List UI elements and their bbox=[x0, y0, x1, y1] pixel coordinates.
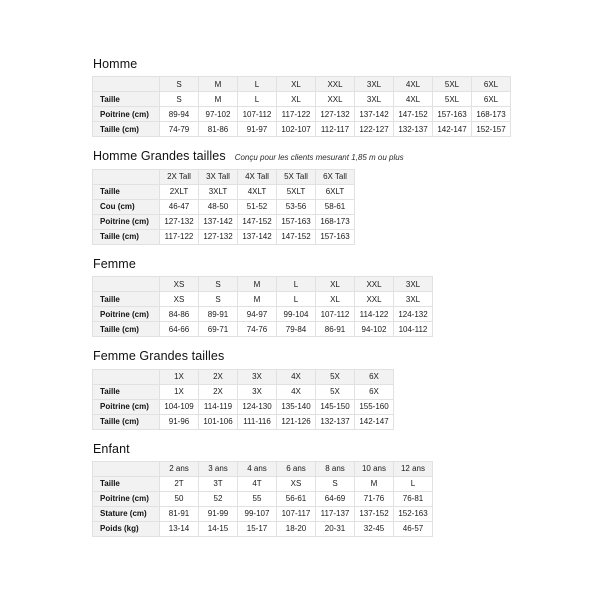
row-label-cell: Taille (cm) bbox=[93, 229, 160, 244]
section-header bbox=[93, 149, 600, 163]
column-header-cell: 2X Tall bbox=[160, 169, 199, 184]
size-value-cell: 132-137 bbox=[316, 414, 355, 429]
table-row bbox=[93, 414, 394, 429]
size-value-cell: L bbox=[394, 476, 433, 491]
size-value-cell: 89-94 bbox=[160, 107, 199, 122]
corner-cell bbox=[93, 369, 160, 384]
size-table-femme bbox=[92, 276, 433, 337]
table-row bbox=[93, 214, 355, 229]
size-value-cell: 32-45 bbox=[355, 521, 394, 536]
corner-cell bbox=[93, 77, 160, 92]
column-header-cell: 8 ans bbox=[316, 461, 355, 476]
size-value-cell: 84-86 bbox=[160, 307, 199, 322]
size-value-cell: 168-173 bbox=[316, 214, 355, 229]
column-header-cell: 4 ans bbox=[238, 461, 277, 476]
size-value-cell: XL bbox=[277, 92, 316, 107]
size-value-cell: 91-97 bbox=[238, 122, 277, 137]
size-value-cell: 117-137 bbox=[316, 506, 355, 521]
size-value-cell: 147-152 bbox=[277, 229, 316, 244]
size-value-cell: 145-150 bbox=[316, 399, 355, 414]
column-header-cell: 3XL bbox=[355, 77, 394, 92]
size-value-cell: 81-86 bbox=[199, 122, 238, 137]
row-label-cell: Poids (kg) bbox=[93, 521, 160, 536]
size-value-cell: 117-122 bbox=[160, 229, 199, 244]
size-value-cell: 4XLT bbox=[238, 184, 277, 199]
size-value-cell: 4T bbox=[238, 476, 277, 491]
size-value-cell: M bbox=[355, 476, 394, 491]
size-value-cell: 53-56 bbox=[277, 199, 316, 214]
table-row bbox=[93, 506, 433, 521]
section-header bbox=[93, 257, 600, 271]
size-value-cell: 104-112 bbox=[394, 322, 433, 337]
size-value-cell: 101-106 bbox=[199, 414, 238, 429]
row-label-cell: Taille bbox=[93, 92, 160, 107]
section-subtitle: Conçu pour les clients mesurant 1,85 m ou plus bbox=[234, 153, 404, 163]
corner-cell bbox=[93, 461, 160, 476]
column-header-cell: M bbox=[238, 277, 277, 292]
column-header-cell: 3 ans bbox=[199, 461, 238, 476]
size-value-cell: 3T bbox=[199, 476, 238, 491]
size-value-cell: 114-119 bbox=[199, 399, 238, 414]
size-value-cell: 99-107 bbox=[238, 506, 277, 521]
size-value-cell: 64-66 bbox=[160, 322, 199, 337]
size-value-cell: 14-15 bbox=[199, 521, 238, 536]
column-header-cell: XXL bbox=[316, 77, 355, 92]
size-value-cell: 91-99 bbox=[199, 506, 238, 521]
column-header-cell: 4XL bbox=[394, 77, 433, 92]
size-section-enfant bbox=[92, 442, 600, 537]
header-row bbox=[93, 461, 433, 476]
table-row bbox=[93, 307, 433, 322]
size-value-cell: 112-117 bbox=[316, 122, 355, 137]
size-value-cell: 137-142 bbox=[355, 107, 394, 122]
size-value-cell: 102-107 bbox=[277, 122, 316, 137]
size-value-cell: 3X bbox=[238, 384, 277, 399]
row-label-cell: Poitrine (cm) bbox=[93, 107, 160, 122]
size-value-cell: 2T bbox=[160, 476, 199, 491]
size-value-cell: 147-152 bbox=[394, 107, 433, 122]
table-row bbox=[93, 399, 394, 414]
row-label-cell: Taille (cm) bbox=[93, 322, 160, 337]
size-value-cell: 127-132 bbox=[160, 214, 199, 229]
size-value-cell: 4XL bbox=[394, 92, 433, 107]
size-value-cell: 5XLT bbox=[277, 184, 316, 199]
column-header-cell: 5XL bbox=[433, 77, 472, 92]
size-value-cell: XXL bbox=[355, 292, 394, 307]
column-header-cell: XXL bbox=[355, 277, 394, 292]
size-value-cell: S bbox=[316, 476, 355, 491]
size-value-cell: 152-163 bbox=[394, 506, 433, 521]
header-row bbox=[93, 277, 433, 292]
row-label-cell: Cou (cm) bbox=[93, 199, 160, 214]
size-value-cell: M bbox=[238, 292, 277, 307]
column-header-cell: 3X Tall bbox=[199, 169, 238, 184]
column-header-cell: 10 ans bbox=[355, 461, 394, 476]
size-value-cell: 94-102 bbox=[355, 322, 394, 337]
column-header-cell: S bbox=[199, 277, 238, 292]
size-value-cell: 152-157 bbox=[472, 122, 511, 137]
size-value-cell: 157-163 bbox=[433, 107, 472, 122]
size-value-cell: 157-163 bbox=[316, 229, 355, 244]
row-label-cell: Poitrine (cm) bbox=[93, 307, 160, 322]
size-value-cell: 124-130 bbox=[238, 399, 277, 414]
size-value-cell: 46-57 bbox=[394, 521, 433, 536]
size-section-femme bbox=[92, 257, 600, 337]
table-row bbox=[93, 292, 433, 307]
size-value-cell: 137-152 bbox=[355, 506, 394, 521]
column-header-cell: 4X bbox=[277, 369, 316, 384]
size-value-cell: 97-102 bbox=[199, 107, 238, 122]
size-section-homme-grandes-tailles bbox=[92, 149, 600, 244]
size-value-cell: 135-140 bbox=[277, 399, 316, 414]
table-row bbox=[93, 476, 433, 491]
header-row bbox=[93, 369, 394, 384]
table-row bbox=[93, 384, 394, 399]
size-value-cell: 168-173 bbox=[472, 107, 511, 122]
table-row bbox=[93, 184, 355, 199]
column-header-cell: 3XL bbox=[394, 277, 433, 292]
size-value-cell: 107-117 bbox=[277, 506, 316, 521]
size-value-cell: 74-76 bbox=[238, 322, 277, 337]
column-header-cell: 3X bbox=[238, 369, 277, 384]
section-title-femme: Femme bbox=[93, 256, 136, 271]
size-value-cell: 111-116 bbox=[238, 414, 277, 429]
size-value-cell: 15-17 bbox=[238, 521, 277, 536]
table-row bbox=[93, 199, 355, 214]
column-header-cell: 6XL bbox=[472, 77, 511, 92]
table-row bbox=[93, 92, 511, 107]
size-value-cell: 58-61 bbox=[316, 199, 355, 214]
size-value-cell: 104-109 bbox=[160, 399, 199, 414]
size-value-cell: 48-50 bbox=[199, 199, 238, 214]
row-label-cell: Taille (cm) bbox=[93, 122, 160, 137]
size-value-cell: 89-91 bbox=[199, 307, 238, 322]
column-header-cell: 2X bbox=[199, 369, 238, 384]
column-header-cell: L bbox=[238, 77, 277, 92]
size-value-cell: 20-31 bbox=[316, 521, 355, 536]
table-row bbox=[93, 229, 355, 244]
column-header-cell: 5X Tall bbox=[277, 169, 316, 184]
size-value-cell: XS bbox=[277, 476, 316, 491]
column-header-cell: 6X Tall bbox=[316, 169, 355, 184]
size-value-cell: XL bbox=[316, 292, 355, 307]
size-value-cell: 114-122 bbox=[355, 307, 394, 322]
column-header-cell: 2 ans bbox=[160, 461, 199, 476]
size-value-cell: S bbox=[160, 92, 199, 107]
row-label-cell: Taille bbox=[93, 384, 160, 399]
row-label-cell: Stature (cm) bbox=[93, 506, 160, 521]
size-value-cell: 94-97 bbox=[238, 307, 277, 322]
size-value-cell: 4X bbox=[277, 384, 316, 399]
size-value-cell: XS bbox=[160, 292, 199, 307]
size-value-cell: 71-76 bbox=[355, 491, 394, 506]
column-header-cell: 1X bbox=[160, 369, 199, 384]
size-value-cell: 18-20 bbox=[277, 521, 316, 536]
size-value-cell: 50 bbox=[160, 491, 199, 506]
size-section-homme bbox=[92, 57, 600, 137]
size-value-cell: 74-79 bbox=[160, 122, 199, 137]
size-value-cell: 6XL bbox=[472, 92, 511, 107]
size-value-cell: 56-61 bbox=[277, 491, 316, 506]
row-label-cell: Taille bbox=[93, 184, 160, 199]
size-value-cell: XXL bbox=[316, 92, 355, 107]
size-value-cell: 137-142 bbox=[238, 229, 277, 244]
size-value-cell: 5X bbox=[316, 384, 355, 399]
size-value-cell: 132-137 bbox=[394, 122, 433, 137]
size-value-cell: 5XL bbox=[433, 92, 472, 107]
corner-cell bbox=[93, 169, 160, 184]
row-label-cell: Taille bbox=[93, 476, 160, 491]
section-title-enfant: Enfant bbox=[93, 441, 130, 456]
column-header-cell: XS bbox=[160, 277, 199, 292]
section-title-homme: Homme bbox=[93, 57, 138, 71]
size-value-cell: 13-14 bbox=[160, 521, 199, 536]
table-row bbox=[93, 521, 433, 536]
size-value-cell: 155-160 bbox=[355, 399, 394, 414]
column-header-cell: XL bbox=[316, 277, 355, 292]
size-value-cell: 142-147 bbox=[433, 122, 472, 137]
column-header-cell: L bbox=[277, 277, 316, 292]
size-value-cell: 157-163 bbox=[277, 214, 316, 229]
column-header-cell: 12 ans bbox=[394, 461, 433, 476]
size-value-cell: 121-126 bbox=[277, 414, 316, 429]
size-value-cell: M bbox=[199, 92, 238, 107]
size-table-enfant bbox=[92, 461, 433, 537]
size-value-cell: S bbox=[199, 292, 238, 307]
size-value-cell: 3XL bbox=[355, 92, 394, 107]
row-label-cell: Poitrine (cm) bbox=[93, 491, 160, 506]
size-value-cell: L bbox=[277, 292, 316, 307]
size-value-cell: 6XLT bbox=[316, 184, 355, 199]
size-value-cell: 69-71 bbox=[199, 322, 238, 337]
size-value-cell: 117-122 bbox=[277, 107, 316, 122]
size-value-cell: 124-132 bbox=[394, 307, 433, 322]
row-label-cell: Poitrine (cm) bbox=[93, 399, 160, 414]
size-table-homme-grandes-tailles bbox=[92, 169, 355, 245]
table-row bbox=[93, 491, 433, 506]
section-title-homme-grandes-tailles: Homme Grandes tailles bbox=[93, 149, 226, 164]
size-value-cell: 76-81 bbox=[394, 491, 433, 506]
size-table-homme bbox=[92, 76, 511, 137]
size-value-cell: 127-132 bbox=[199, 229, 238, 244]
table-row bbox=[93, 107, 511, 122]
size-value-cell: 86-91 bbox=[316, 322, 355, 337]
size-section-femme-grandes-tailles bbox=[92, 349, 600, 429]
size-value-cell: 3XLT bbox=[199, 184, 238, 199]
column-header-cell: S bbox=[160, 77, 199, 92]
size-value-cell: 55 bbox=[238, 491, 277, 506]
row-label-cell: Taille (cm) bbox=[93, 414, 160, 429]
header-row bbox=[93, 169, 355, 184]
column-header-cell: XL bbox=[277, 77, 316, 92]
column-header-cell: M bbox=[199, 77, 238, 92]
section-header bbox=[93, 57, 600, 71]
section-title-femme-grandes-tailles: Femme Grandes tailles bbox=[93, 349, 225, 364]
size-value-cell: 6X bbox=[355, 384, 394, 399]
size-value-cell: 107-112 bbox=[238, 107, 277, 122]
size-value-cell: 81-91 bbox=[160, 506, 199, 521]
size-value-cell: 127-132 bbox=[316, 107, 355, 122]
size-value-cell: 1X bbox=[160, 384, 199, 399]
corner-cell bbox=[93, 277, 160, 292]
size-value-cell: 79-84 bbox=[277, 322, 316, 337]
size-value-cell: 64-69 bbox=[316, 491, 355, 506]
header-row bbox=[93, 77, 511, 92]
size-table-femme-grandes-tailles bbox=[92, 369, 394, 430]
column-header-cell: 5X bbox=[316, 369, 355, 384]
table-row bbox=[93, 122, 511, 137]
size-value-cell: 3XL bbox=[394, 292, 433, 307]
size-value-cell: 122-127 bbox=[355, 122, 394, 137]
size-value-cell: 107-112 bbox=[316, 307, 355, 322]
size-value-cell: 147-152 bbox=[238, 214, 277, 229]
row-label-cell: Poitrine (cm) bbox=[93, 214, 160, 229]
size-value-cell: 51-52 bbox=[238, 199, 277, 214]
size-value-cell: 137-142 bbox=[199, 214, 238, 229]
size-value-cell: 46-47 bbox=[160, 199, 199, 214]
size-value-cell: L bbox=[238, 92, 277, 107]
section-header bbox=[93, 442, 600, 456]
size-value-cell: 91-96 bbox=[160, 414, 199, 429]
column-header-cell: 6 ans bbox=[277, 461, 316, 476]
size-value-cell: 2XLT bbox=[160, 184, 199, 199]
table-row bbox=[93, 322, 433, 337]
column-header-cell: 4X Tall bbox=[238, 169, 277, 184]
size-value-cell: 99-104 bbox=[277, 307, 316, 322]
size-value-cell: 142-147 bbox=[355, 414, 394, 429]
section-header bbox=[93, 349, 600, 363]
size-value-cell: 2X bbox=[199, 384, 238, 399]
row-label-cell: Taille bbox=[93, 292, 160, 307]
size-value-cell: 52 bbox=[199, 491, 238, 506]
column-header-cell: 6X bbox=[355, 369, 394, 384]
